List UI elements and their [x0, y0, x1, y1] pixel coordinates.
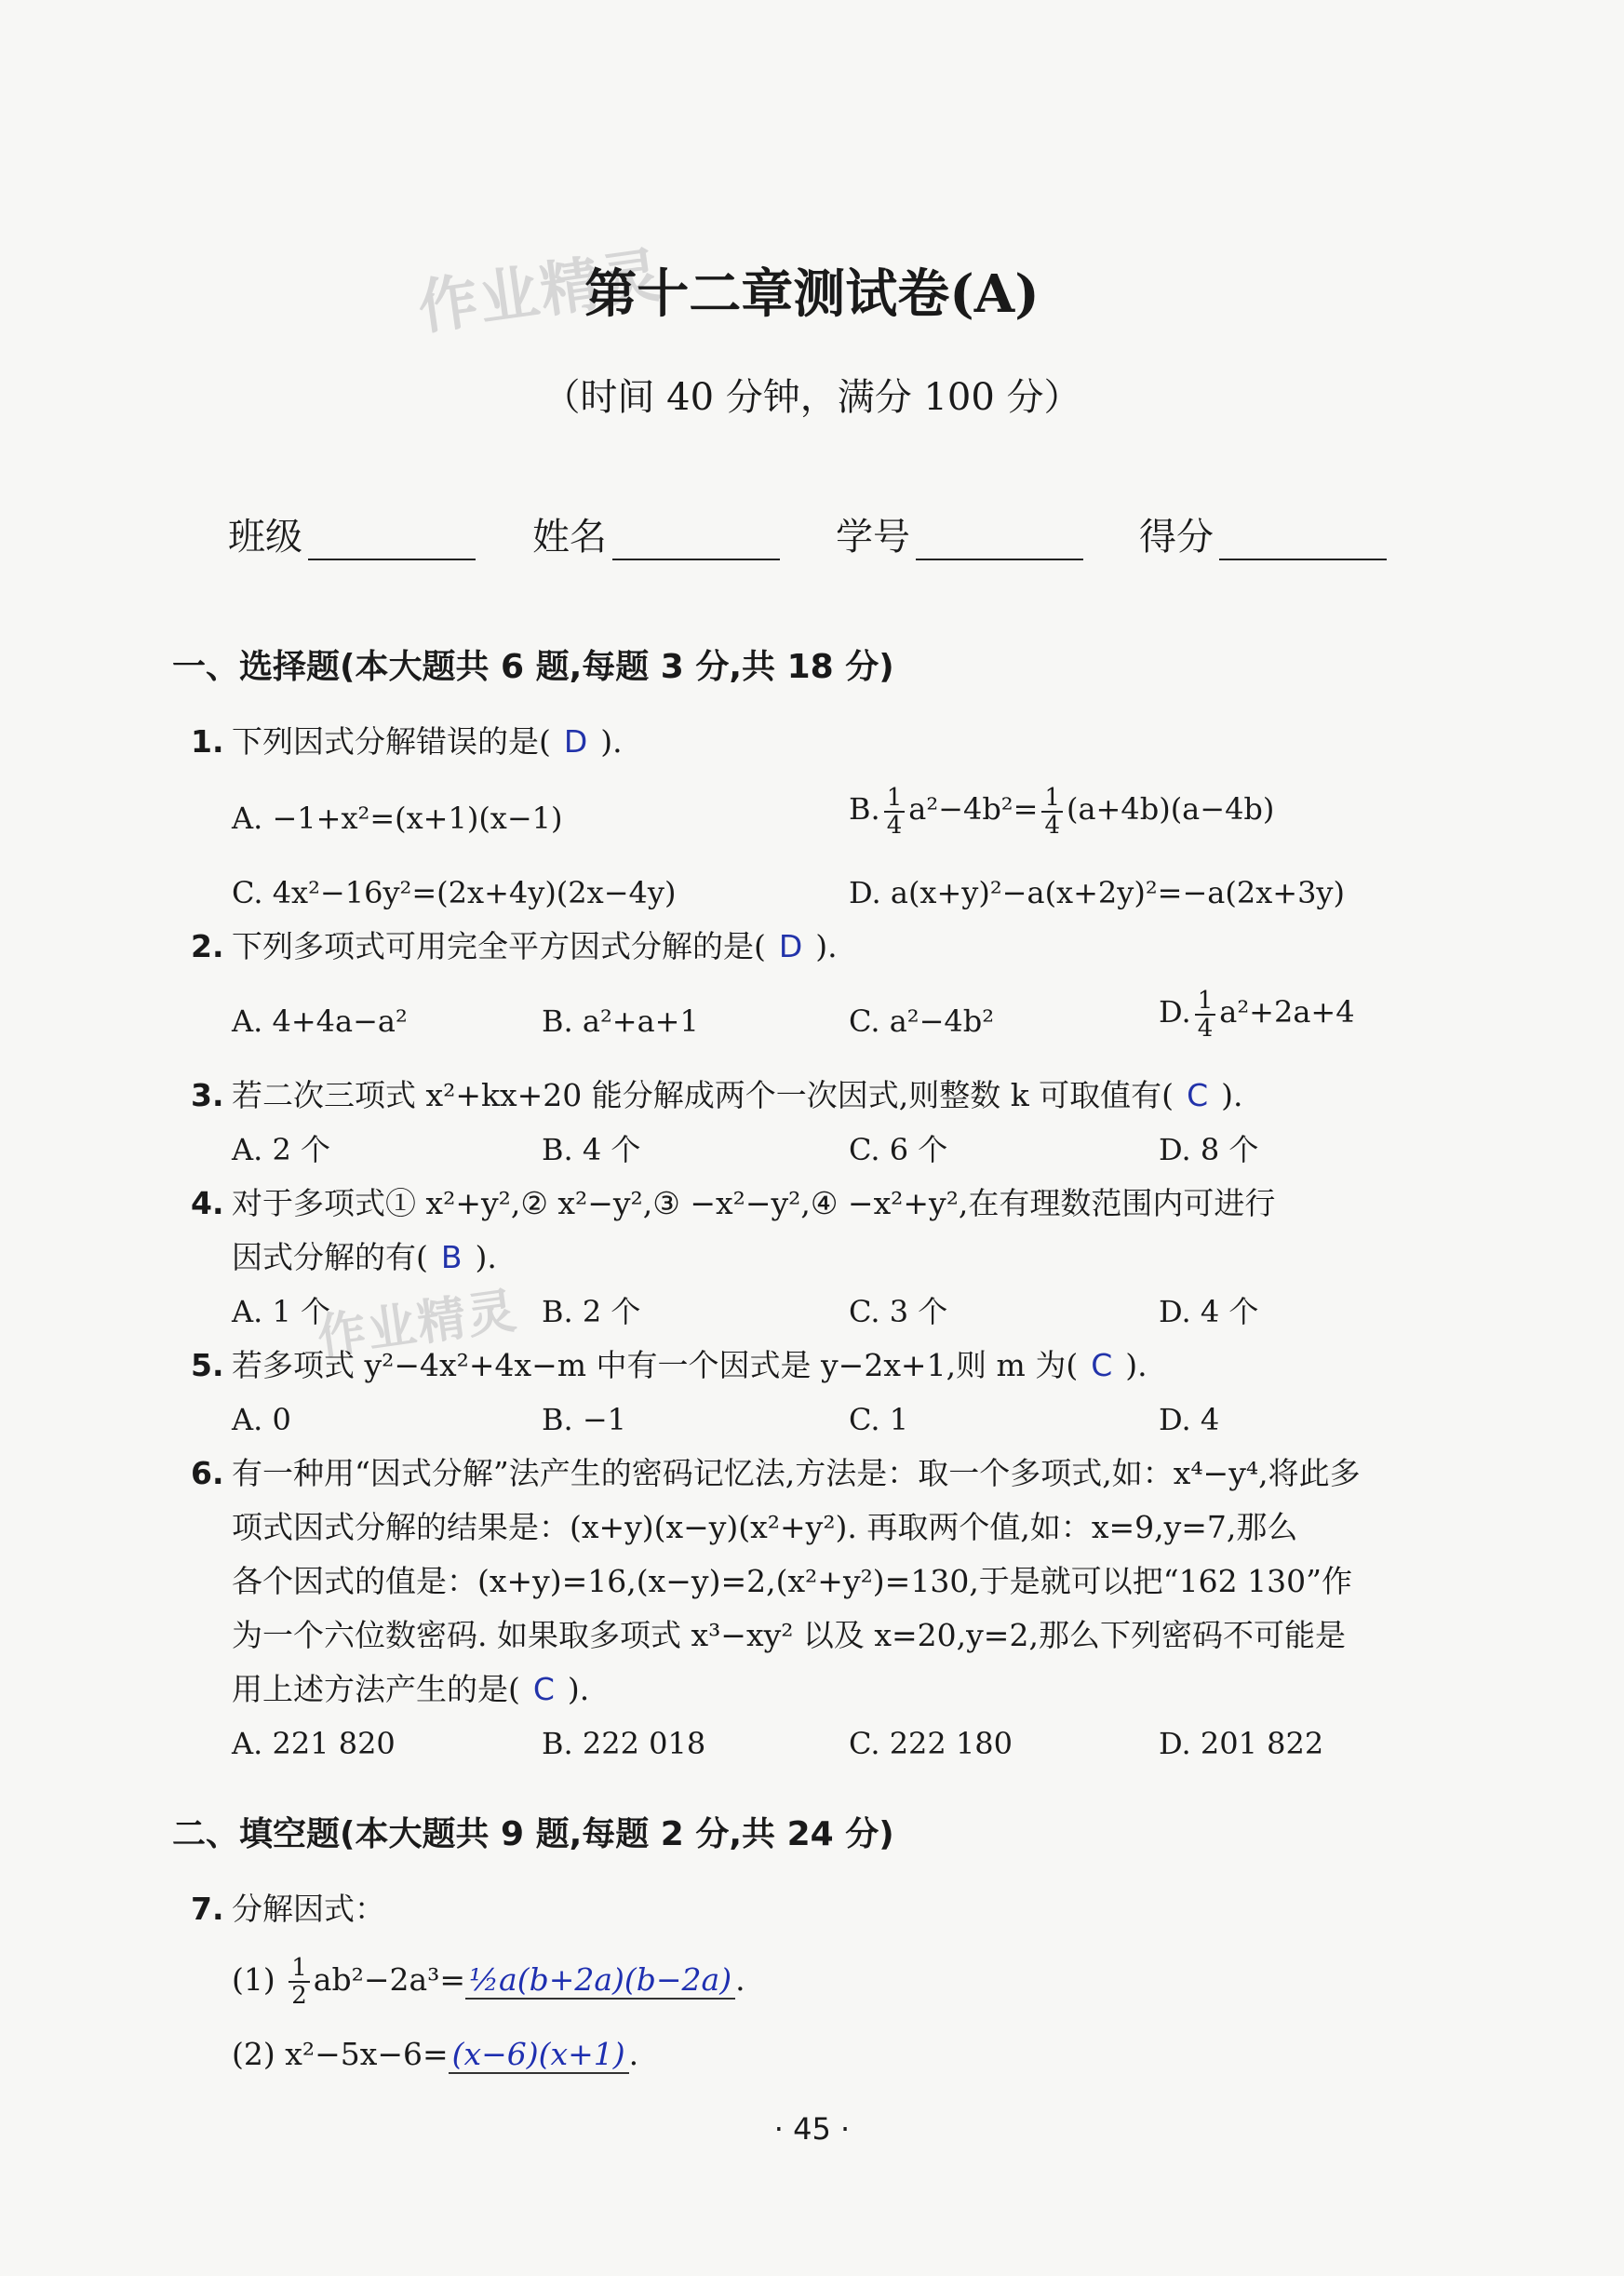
handwritten-answer: D	[563, 723, 588, 760]
question-line: 有一种用“因式分解”法产生的密码记忆法,方法是：取一个多项式,如：x⁴−y⁴,将此多	[232, 1455, 1361, 1491]
question-7-part-2	[232, 2027, 638, 2081]
fraction-numerator: 1	[1195, 988, 1216, 1016]
question-4	[191, 1177, 1275, 1231]
option-b: B. a²+a+1	[542, 1003, 699, 1039]
question-stem: 若多项式 y²−4x²+4x−m 中有一个因式是 y−2x+1,则 m 为(	[232, 1347, 1079, 1383]
question-stem: 对于多项式① x²+y²,② x²−y²,③ −x²−y²,④ −x²+y²,在有理数范围内可进行	[232, 1185, 1276, 1221]
watermark-middle: 作业精灵	[314, 1283, 521, 1367]
fraction-denominator: 4	[1197, 1014, 1214, 1043]
part-label: (2)	[232, 2036, 275, 2072]
option-d: D. 4 个	[1159, 1294, 1259, 1329]
question-2	[191, 920, 838, 974]
fraction-numerator: 1	[1041, 785, 1063, 813]
option-d: D. a(x+y)²−a(x+2y)²=−a(2x+3y)	[849, 875, 1345, 910]
option-c: C. 6 个	[849, 1132, 948, 1167]
page-title: 第十二章测试卷(A)	[584, 263, 1040, 325]
option-c: C. a²−4b²	[849, 1003, 995, 1039]
fraction-denominator: 4	[886, 811, 903, 840]
question-6-last-line	[232, 1663, 589, 1717]
question-stem: 分解因式：	[232, 1891, 385, 1927]
page-subtitle: （时间 40 分钟，满分 100 分）	[543, 376, 1081, 419]
question-number: 5.	[191, 1347, 224, 1383]
info-field-id	[836, 507, 1083, 560]
fraction	[1041, 785, 1063, 839]
handwritten-answer: ½a(b+2a)(b−2a)	[465, 1961, 735, 2000]
question-end: ).	[567, 1671, 590, 1707]
page-number: · 45 ·	[773, 2111, 851, 2147]
question-stem: 用上述方法产生的是(	[232, 1671, 520, 1707]
question-3	[191, 1069, 1242, 1123]
score-blank	[1219, 518, 1387, 560]
fraction-denominator: 4	[1044, 811, 1060, 840]
handwritten-answer: B	[440, 1239, 463, 1275]
question-line: 为一个六位数密码. 如果取多项式 x³−xy² 以及 x=20,y=2,那么下列密码不可能是	[232, 1617, 1346, 1653]
option-d: D. 8 个	[1159, 1132, 1259, 1167]
fraction-numerator: 1	[884, 785, 906, 813]
part-end: .	[628, 2036, 639, 2072]
option-b: B. 4 个	[542, 1132, 641, 1167]
option-a: A. 0	[232, 1402, 291, 1437]
section-heading-1: 一、选择题(本大题共 6 题,每题 3 分,共 18 分)	[172, 648, 894, 686]
question-stem: 下列因式分解错误的是(	[232, 723, 551, 760]
info-field-name	[532, 507, 780, 560]
class-blank	[308, 518, 476, 560]
option-b: B. 222 018	[542, 1726, 706, 1761]
question-end: ).	[1125, 1347, 1148, 1383]
question-stem: 若二次三项式 x²+kx+20 能分解成两个一次因式,则整数 k 可取值有(	[232, 1077, 1174, 1113]
option-d: D. 201 822	[1159, 1726, 1324, 1761]
question-number: 3.	[191, 1077, 224, 1113]
option-text: (a+4b)(a−4b)	[1066, 791, 1275, 827]
fraction	[884, 785, 906, 839]
info-label-name: 姓名	[532, 516, 607, 559]
option-a: A. 1 个	[232, 1294, 330, 1329]
option-b: B. 2 个	[542, 1294, 641, 1329]
question-end: ).	[475, 1239, 497, 1275]
question-line: 各个因式的值是：(x+y)=16,(x−y)=2,(x²+y²)=130,于是就可以把“162 130”作	[232, 1563, 1353, 1599]
part-label: (1)	[232, 1961, 275, 1998]
option-b	[849, 782, 1274, 839]
part-end: .	[735, 1961, 745, 1998]
handwritten-answer: D	[778, 928, 803, 964]
fraction-denominator: 2	[291, 1982, 307, 2010]
info-field-score	[1139, 507, 1387, 560]
option-label: B.	[849, 791, 880, 827]
question-5	[191, 1339, 1148, 1393]
question-end: ).	[815, 928, 838, 964]
option-a: A. −1+x²=(x+1)(x−1)	[232, 801, 563, 836]
option-c: C. 4x²−16y²=(2x+4y)(2x−4y)	[232, 875, 677, 910]
option-d: D. 4	[1159, 1402, 1220, 1437]
fraction	[1195, 988, 1216, 1042]
option-a: A. 2 个	[232, 1132, 330, 1167]
question-stem: 下列多项式可用完全平方因式分解的是(	[232, 928, 766, 964]
info-label-score: 得分	[1139, 516, 1214, 559]
fraction-numerator: 1	[289, 1955, 310, 1983]
watermark-top: 作业精灵	[413, 240, 667, 343]
section-heading-2: 二、填空题(本大题共 9 题,每题 2 分,共 24 分)	[172, 1815, 894, 1853]
id-blank	[916, 518, 1083, 560]
handwritten-answer: C	[1091, 1347, 1113, 1383]
question-7	[191, 1882, 385, 1936]
question-4-continued	[232, 1231, 497, 1285]
option-c: C. 1	[849, 1402, 909, 1437]
info-label-id: 学号	[836, 516, 910, 559]
option-b: B. −1	[542, 1402, 627, 1437]
question-7-part-1	[232, 1953, 745, 2009]
part-expression: x²−5x−6=	[285, 2036, 449, 2072]
name-blank	[612, 518, 780, 560]
option-d	[1159, 985, 1355, 1042]
option-c: C. 3 个	[849, 1294, 948, 1329]
question-number: 6.	[191, 1455, 224, 1491]
option-a: A. 4+4a−a²	[232, 1003, 408, 1039]
option-c: C. 222 180	[849, 1726, 1013, 1761]
question-6	[191, 1447, 1361, 1501]
question-number: 7.	[191, 1891, 224, 1927]
handwritten-answer: (x−6)(x+1)	[449, 2036, 629, 2074]
option-a: A. 221 820	[232, 1726, 396, 1761]
fraction	[289, 1955, 310, 2009]
question-number: 4.	[191, 1185, 224, 1221]
question-number: 1.	[191, 723, 224, 760]
option-label: D.	[1159, 994, 1191, 1030]
question-1	[191, 715, 623, 769]
handwritten-answer: C	[1187, 1077, 1209, 1113]
question-end: ).	[1221, 1077, 1243, 1113]
part-expression: ab²−2a³=	[313, 1961, 466, 1998]
question-number: 2.	[191, 928, 224, 964]
info-field-class	[228, 507, 476, 560]
option-text: a²−4b²=	[908, 791, 1039, 827]
question-end: ).	[600, 723, 623, 760]
info-label-class: 班级	[228, 516, 302, 559]
option-text: a²+2a+4	[1219, 994, 1355, 1030]
question-line: 项式因式分解的结果是：(x+y)(x−y)(x²+y²). 再取两个值,如：x=9,y=7,那么	[232, 1509, 1298, 1545]
handwritten-answer: C	[532, 1671, 555, 1707]
question-stem: 因式分解的有(	[232, 1239, 428, 1275]
